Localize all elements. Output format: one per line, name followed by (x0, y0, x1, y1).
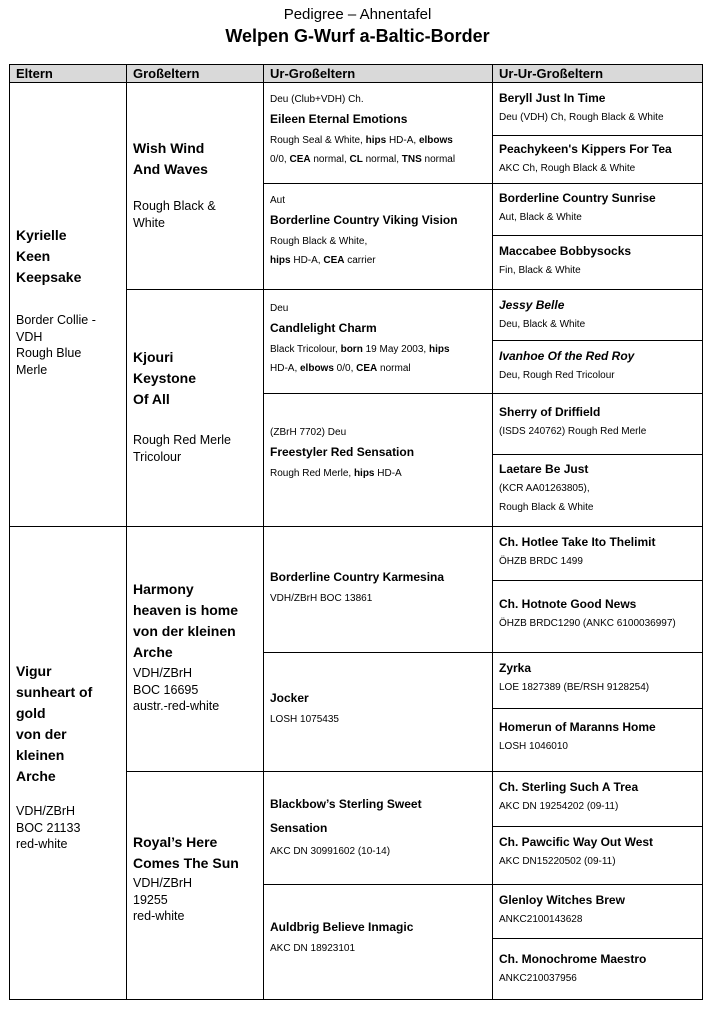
great-great-grandparent-cell: Maccabee Bobbysocks Fin, Black & White (492, 235, 703, 290)
great-great-grandparent-cell: Ch. Sterling Such A Trea AKC DN 19254202 (09-11) (492, 771, 703, 827)
sire-info: Border Collie - VDH Rough Blue Merle (16, 313, 96, 377)
column-header-eltern: Eltern (9, 64, 127, 83)
great-great-grandparent-cell: Ch. Monochrome Maestro ANKC210037956 (492, 938, 703, 1000)
great-great-grandparent-cell: Ch. Pawcific Way Out West AKC DN15220502 (09-11) (492, 826, 703, 885)
great-great-grandparent-cell: Sherry of Driffield (ISDS 240762) Rough Red Merle (492, 393, 703, 455)
great-grandparent-cell: Aut Borderline Country Viking Vision Rough Black & White, hips HD-A, CEA carrier (263, 183, 493, 290)
great-great-grandparent-cell: Ivanhoe Of the Red Roy Deu, Rough Red Tricolour (492, 340, 703, 394)
great-great-grandparent-cell: Laetare Be Just (KCR AA01263805), Rough Black & White (492, 454, 703, 527)
dam-cell (9, 526, 127, 1000)
dam-name: Vigur sunheart of gold von der kleinen Arche (16, 663, 93, 784)
great-grandparent-cell: Auldbrig Believe Inmagic AKC DN 18923101 (263, 884, 493, 1000)
column-header-ur-grosseltern: Ur-Großeltern (263, 64, 493, 83)
great-grandparent-cell: Jocker LOSH 1075435 (263, 652, 493, 772)
great-grandparent-cell: Borderline Country Karmesina VDH/ZBrH BOC 13861 (263, 526, 493, 653)
great-great-grandparent-cell: Peachykeen's Kippers For Tea AKC Ch, Rough Black & White (492, 135, 703, 184)
great-great-grandparent-cell: Zyrka LOE 1827389 (BE/RSH 9128254) (492, 652, 703, 709)
sire-name: Kyrielle Keen Keepsake (16, 227, 82, 285)
pedigree-table (9, 64, 703, 1000)
great-great-grandparent-cell: Homerun of Maranns Home LOSH 1046010 (492, 708, 703, 772)
page-title: Welpen G-Wurf a-Baltic-Border (225, 26, 490, 46)
great-great-grandparent-cell: Beryll Just In Time Deu (VDH) Ch, Rough Black & White (492, 82, 703, 136)
page-subtitle: Pedigree – Ahnentafel (283, 6, 432, 23)
great-grandparent-cell: (ZBrH 7702) Deu Freestyler Red Sensation Rough Red Merle, hips HD-A (263, 393, 493, 527)
column-header-grosseltern: Großeltern (126, 64, 264, 83)
dam-info: VDH/ZBrH BOC 21133 red-white (16, 804, 81, 851)
great-great-grandparent-cell: Ch. Hotlee Take Ito Thelimit ÖHZB BRDC 1499 (492, 526, 703, 581)
great-grandparent-cell: Deu (Club+VDH) Ch. Eileen Eternal Emotions Rough Seal & White, hips HD-A, elbows 0/0, CEA normal, CL normal, TNS normal (263, 82, 493, 184)
great-grandparent-cell: Blackbow’s Sterling Sweet Sensation AKC DN 30991602 (10-14) (263, 771, 493, 885)
grandparent-cell: Royal’s Here Comes The Sun VDH/ZBrH 19255 red-white (126, 771, 264, 1000)
grandparent-cell: Kjouri Keystone Of All Rough Red Merle Tricolour (126, 289, 264, 527)
great-grandparent-cell: Deu Candlelight Charm Black Tricolour, born 19 May 2003, hips HD-A, elbows 0/0, CEA normal (263, 289, 493, 394)
grandparent-cell: Wish Wind And Waves Rough Black & White (126, 82, 264, 290)
sire-cell (9, 82, 127, 527)
column-header-ur-ur-grosseltern: Ur-Ur-Großeltern (492, 64, 703, 83)
great-great-grandparent-cell: Ch. Hotnote Good News ÖHZB BRDC1290 (ANKC 6100036997) (492, 580, 703, 653)
grandparent-cell: Harmony heaven is home von der kleinen Arche VDH/ZBrH BOC 16695 austr.-red-white (126, 526, 264, 772)
great-great-grandparent-cell: Jessy Belle Deu, Black & White (492, 289, 703, 341)
great-great-grandparent-cell: Glenloy Witches Brew ANKC2100143628 (492, 884, 703, 939)
great-great-grandparent-cell: Borderline Country Sunrise Aut, Black & White (492, 183, 703, 236)
